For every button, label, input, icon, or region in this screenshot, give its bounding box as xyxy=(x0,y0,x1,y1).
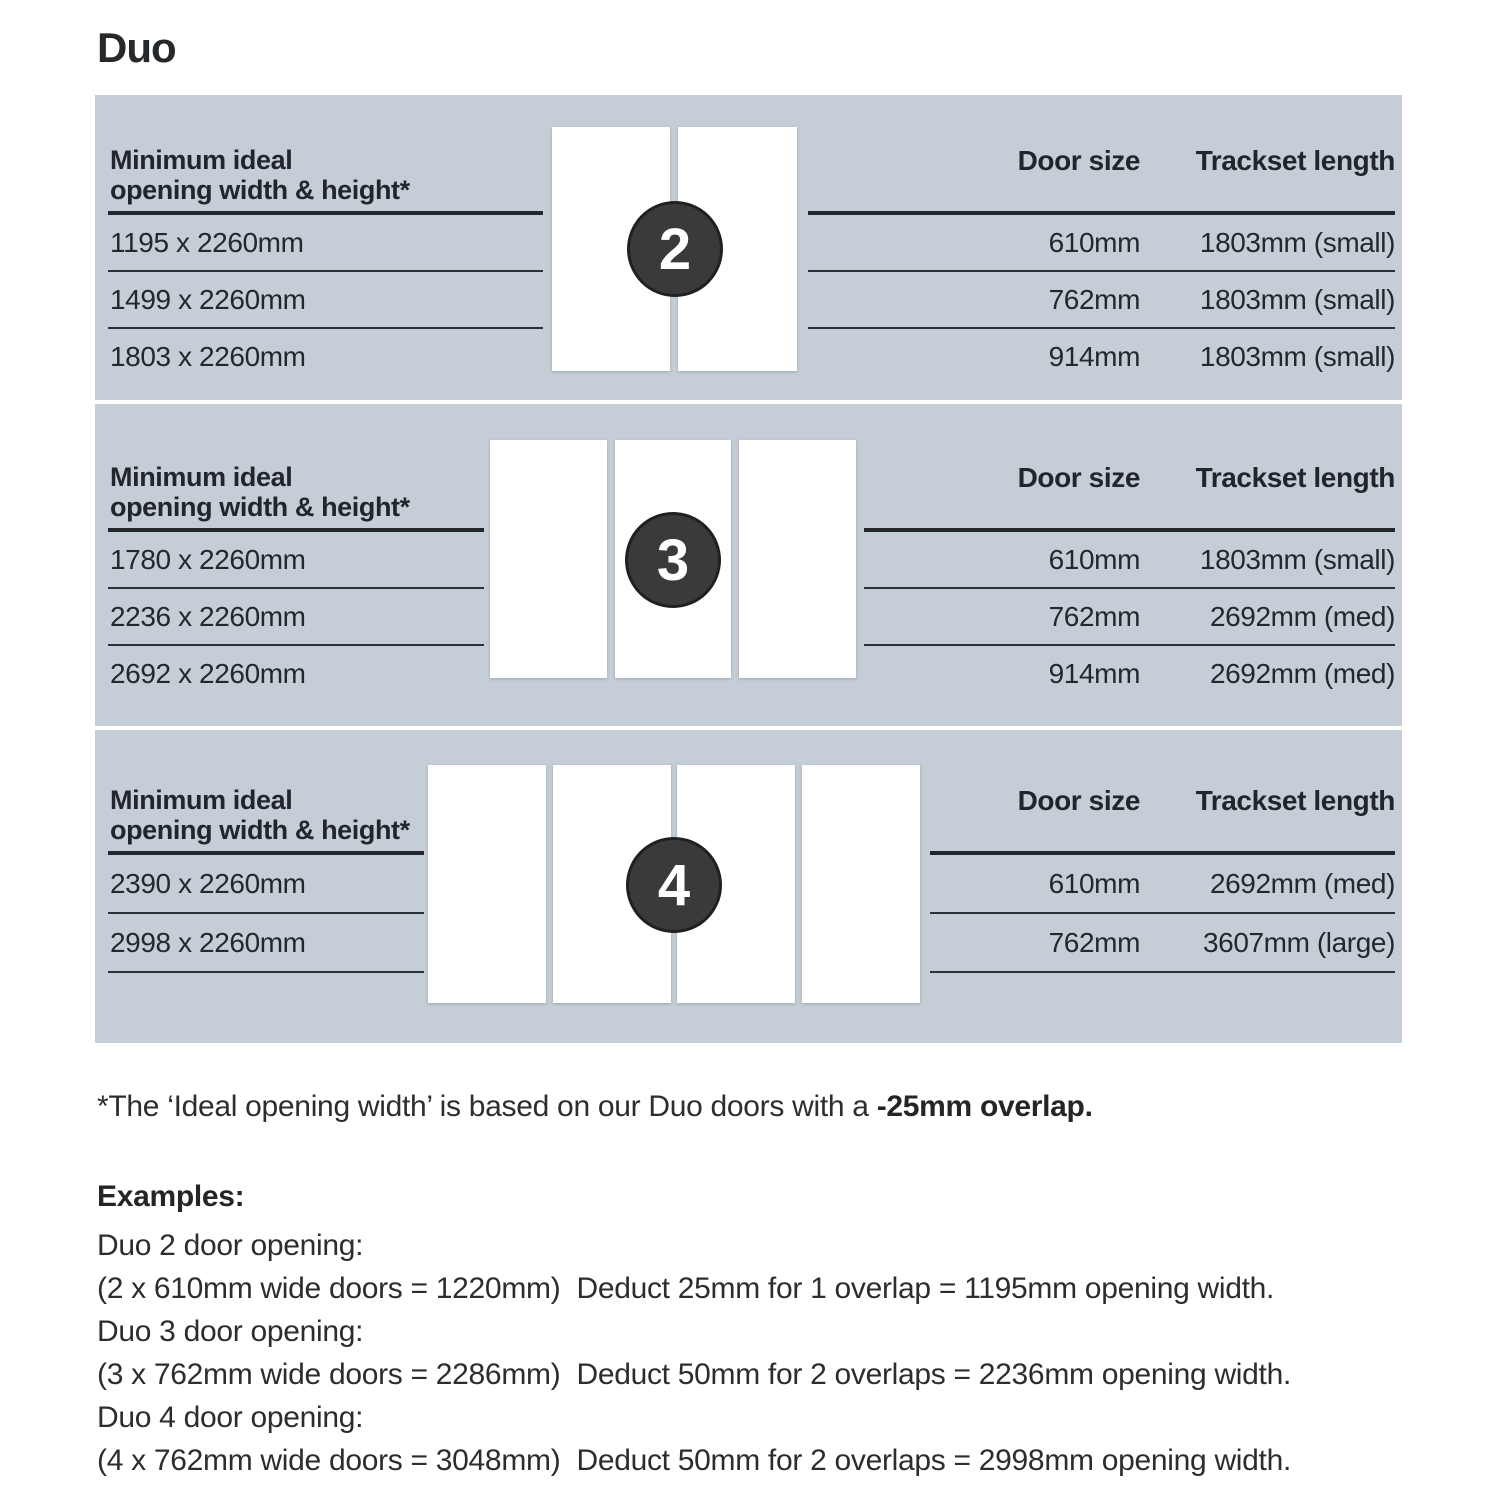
size-headers xyxy=(864,462,1395,494)
table-row xyxy=(930,855,1395,914)
door-size-header: Door size xyxy=(1017,145,1140,176)
example-line: Duo 2 door opening: xyxy=(97,1229,364,1262)
trackset-value: 2692mm (med) xyxy=(1209,657,1395,689)
footnote-text: *The ‘Ideal opening width’ is based on our Duo doors with a xyxy=(97,1090,877,1123)
spec-panel xyxy=(95,95,1402,1043)
trackset-value: 2692mm (med) xyxy=(1209,600,1395,632)
door-count-badge: 2 xyxy=(627,201,723,297)
table-row: 1499 x 2260mm xyxy=(108,272,543,329)
table-row: 1195 x 2260mm xyxy=(108,215,543,272)
size-rows xyxy=(808,215,1395,384)
table-row xyxy=(864,589,1395,646)
size-headers xyxy=(808,145,1395,177)
table-row: 2998 x 2260mm xyxy=(108,914,424,973)
examples-block xyxy=(97,1224,1291,1482)
opening-header-line2: opening width & height* xyxy=(110,815,410,845)
door-size-value: 762mm xyxy=(1048,600,1140,632)
opening-header xyxy=(110,785,410,845)
trackset-header: Trackset length xyxy=(1195,462,1395,493)
page-title: Duo xyxy=(97,24,176,71)
table-row xyxy=(808,329,1395,384)
door-count-badge: 4 xyxy=(626,837,722,933)
trackset-value: 1803mm (small) xyxy=(1199,283,1395,315)
door-size-value: 762mm xyxy=(1048,283,1140,315)
table-row xyxy=(808,272,1395,329)
size-rows xyxy=(930,855,1395,973)
example-line: (4 x 762mm wide doors = 3048mm) Deduct 50mm for 2 overlaps = 2998mm opening width. xyxy=(97,1444,1292,1477)
table-row: 2692 x 2260mm xyxy=(110,657,306,689)
opening-rows xyxy=(108,532,484,701)
size-headers xyxy=(930,785,1395,817)
door-panel xyxy=(428,765,546,1003)
table-row: 2236 x 2260mm xyxy=(108,589,484,646)
door-size-value: 762mm xyxy=(1048,926,1140,958)
opening-header-line2: opening width & height* xyxy=(110,492,410,522)
example-line: Duo 3 door opening: xyxy=(97,1315,364,1348)
section-divider xyxy=(95,400,1402,404)
opening-rows xyxy=(108,855,424,973)
door-size-value: 610mm xyxy=(1048,543,1140,575)
door-size-header: Door size xyxy=(1017,462,1140,493)
size-rows xyxy=(864,532,1395,701)
trackset-header: Trackset length xyxy=(1195,145,1395,176)
table-row: 1780 x 2260mm xyxy=(108,532,484,589)
example-line: (2 x 610mm wide doors = 1220mm) Deduct 25mm for 1 overlap = 1195mm opening width. xyxy=(97,1272,1275,1305)
footnote-bold: -25mm overlap. xyxy=(876,1090,1093,1123)
opening-header-line1: Minimum ideal xyxy=(110,462,293,492)
example-line: Duo 4 door opening: xyxy=(97,1401,364,1434)
trackset-value: 1803mm (small) xyxy=(1199,543,1395,575)
table-row: 1803 x 2260mm xyxy=(110,340,306,372)
opening-header-line2: opening width & height* xyxy=(110,175,410,205)
door-panel xyxy=(490,440,607,678)
examples-heading: Examples: xyxy=(97,1180,245,1213)
opening-rows xyxy=(108,215,543,384)
table-row xyxy=(930,914,1395,973)
door-size-header: Door size xyxy=(1017,785,1140,816)
door-size-value: 914mm xyxy=(1048,340,1140,372)
door-size-value: 914mm xyxy=(1048,657,1140,689)
door-panel xyxy=(802,765,920,1003)
door-count-badge: 3 xyxy=(625,512,721,608)
table-row xyxy=(864,646,1395,701)
table-row xyxy=(864,532,1395,589)
door-size-value: 610mm xyxy=(1048,226,1140,258)
trackset-value: 1803mm (small) xyxy=(1199,340,1395,372)
trackset-header: Trackset length xyxy=(1195,785,1395,816)
door-size-value: 610mm xyxy=(1048,867,1140,899)
opening-header xyxy=(110,145,410,205)
table-row xyxy=(808,215,1395,272)
section-divider xyxy=(95,726,1402,730)
footnote xyxy=(97,1090,1093,1124)
opening-header-line1: Minimum ideal xyxy=(110,145,293,175)
trackset-value: 3607mm (large) xyxy=(1202,926,1395,958)
example-line: (3 x 762mm wide doors = 2286mm) Deduct 50mm for 2 overlaps = 2236mm opening width. xyxy=(97,1358,1292,1391)
opening-header-line1: Minimum ideal xyxy=(110,785,293,815)
door-panel xyxy=(739,440,856,678)
opening-header xyxy=(110,462,410,522)
trackset-value: 2692mm (med) xyxy=(1209,867,1395,899)
trackset-value: 1803mm (small) xyxy=(1199,226,1395,258)
table-row: 2390 x 2260mm xyxy=(108,855,424,914)
